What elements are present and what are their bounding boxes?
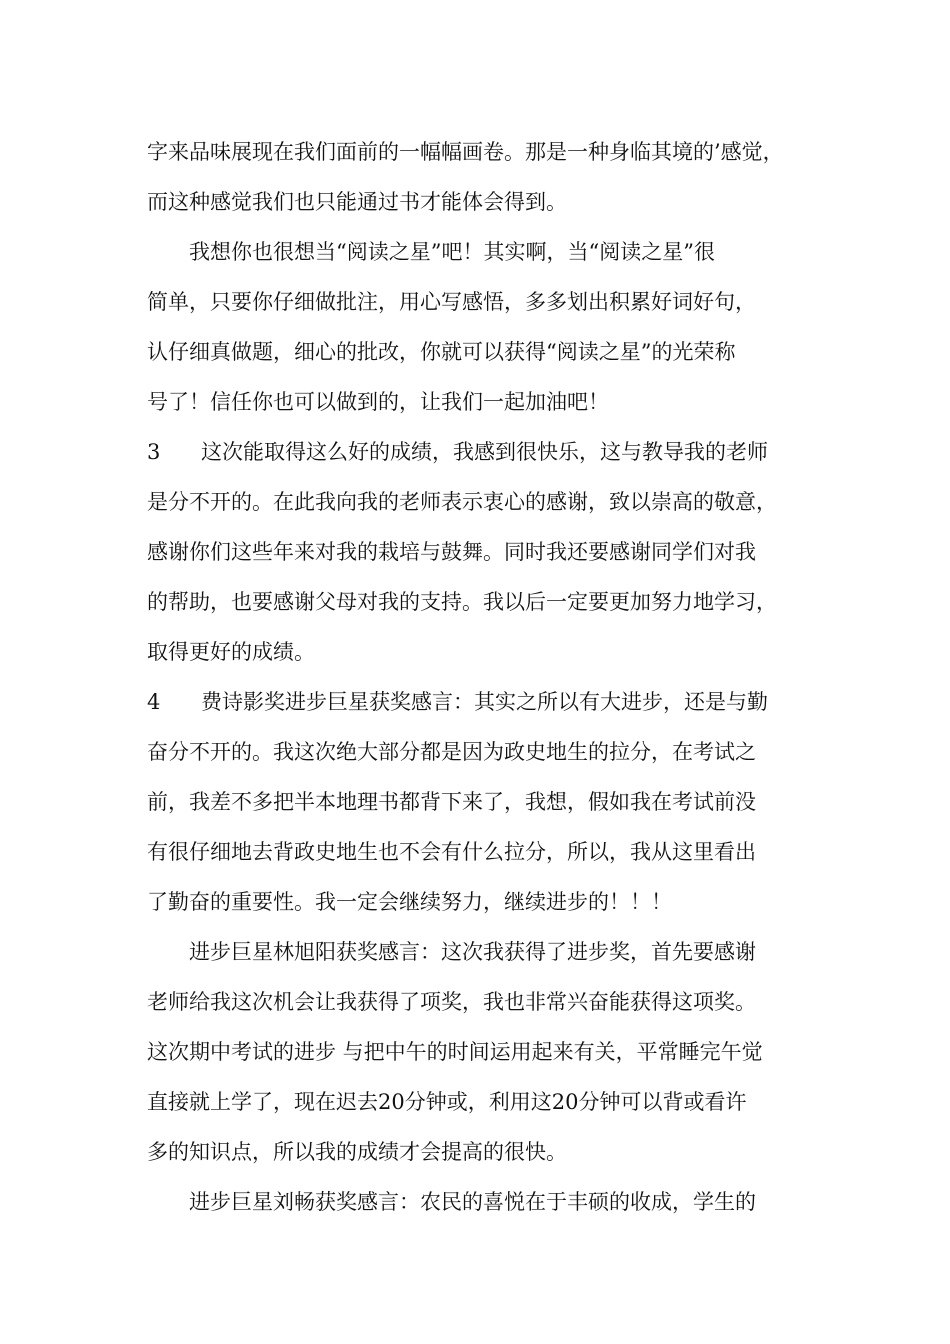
section-number: 3 xyxy=(147,440,161,464)
section-number: 4 xyxy=(147,690,161,714)
paragraph-first-line: 进步巨星刘畅获奖感言：农民的喜悦在于丰硕的收成，学生的 xyxy=(189,1190,756,1214)
paragraph-first-line: 我想你也很想当“阅读之星”吧！其实啊，当“阅读之星”很 xyxy=(189,240,715,264)
text-line: 简单，只要你仔细做批注，用心写感悟，多多划出积累好词好句， xyxy=(147,290,756,314)
text-line: 取得更好的成绩。 xyxy=(147,640,315,664)
text-line: 这次期中考试的进步 与把中午的时间运用起来有关，平常睡完午觉 xyxy=(147,1040,763,1064)
text-line: 字来品味展现在我们面前的一幅幅画卷。那是一种身临其境的’感觉， xyxy=(147,140,784,164)
text-line: 感谢你们这些年来对我的栽培与鼓舞。同时我还要感谢同学们对我 xyxy=(147,540,756,564)
text-line: 多的知识点，所以我的成绩才会提高的很快。 xyxy=(147,1140,567,1164)
text-line: 认仔细真做题，细心的批改，你就可以获得“阅读之星”的光荣称 xyxy=(147,340,736,364)
text-line: 老师给我这次机会让我获得了项奖，我也非常兴奋能获得这项奖。 xyxy=(147,990,756,1014)
paragraph-first-line: 费诗影奖进步巨星获奖感言：其实之所以有大进步，还是与勤 xyxy=(201,690,768,714)
text-line: 是分不开的。在此我向我的老师表示衷心的感谢，致以崇高的敬意， xyxy=(147,490,777,514)
text-line: 奋分不开的。我这次绝大部分都是因为政史地生的拉分，在考试之 xyxy=(147,740,756,764)
text-line: 的帮助，也要感谢父母对我的支持。我以后一定要更加努力地学习， xyxy=(147,590,777,614)
paragraph-first-line: 进步巨星林旭阳获奖感言：这次我获得了进步奖，首先要感谢 xyxy=(189,940,756,964)
paragraph-first-line: 这次能取得这么好的成绩，我感到很快乐，这与教导我的老师 xyxy=(201,440,768,464)
text-line: 而这种感觉我们也只能通过书才能体会得到。 xyxy=(147,190,567,214)
text-line: 有很仔细地去背政史地生也不会有什么拉分，所以，我从这里看出 xyxy=(147,840,756,864)
text-line: 直接就上学了，现在迟去20分钟或，利用这20分钟可以背或看许 xyxy=(147,1090,747,1114)
text-line: 号了！信任你也可以做到的，让我们一起加油吧！ xyxy=(147,390,609,414)
text-line: 了勤奋的重要性。我一定会继续努力，继续进步的！！！ xyxy=(147,890,672,914)
text-line: 前，我差不多把半本地理书都背下来了，我想，假如我在考试前没 xyxy=(147,790,756,814)
